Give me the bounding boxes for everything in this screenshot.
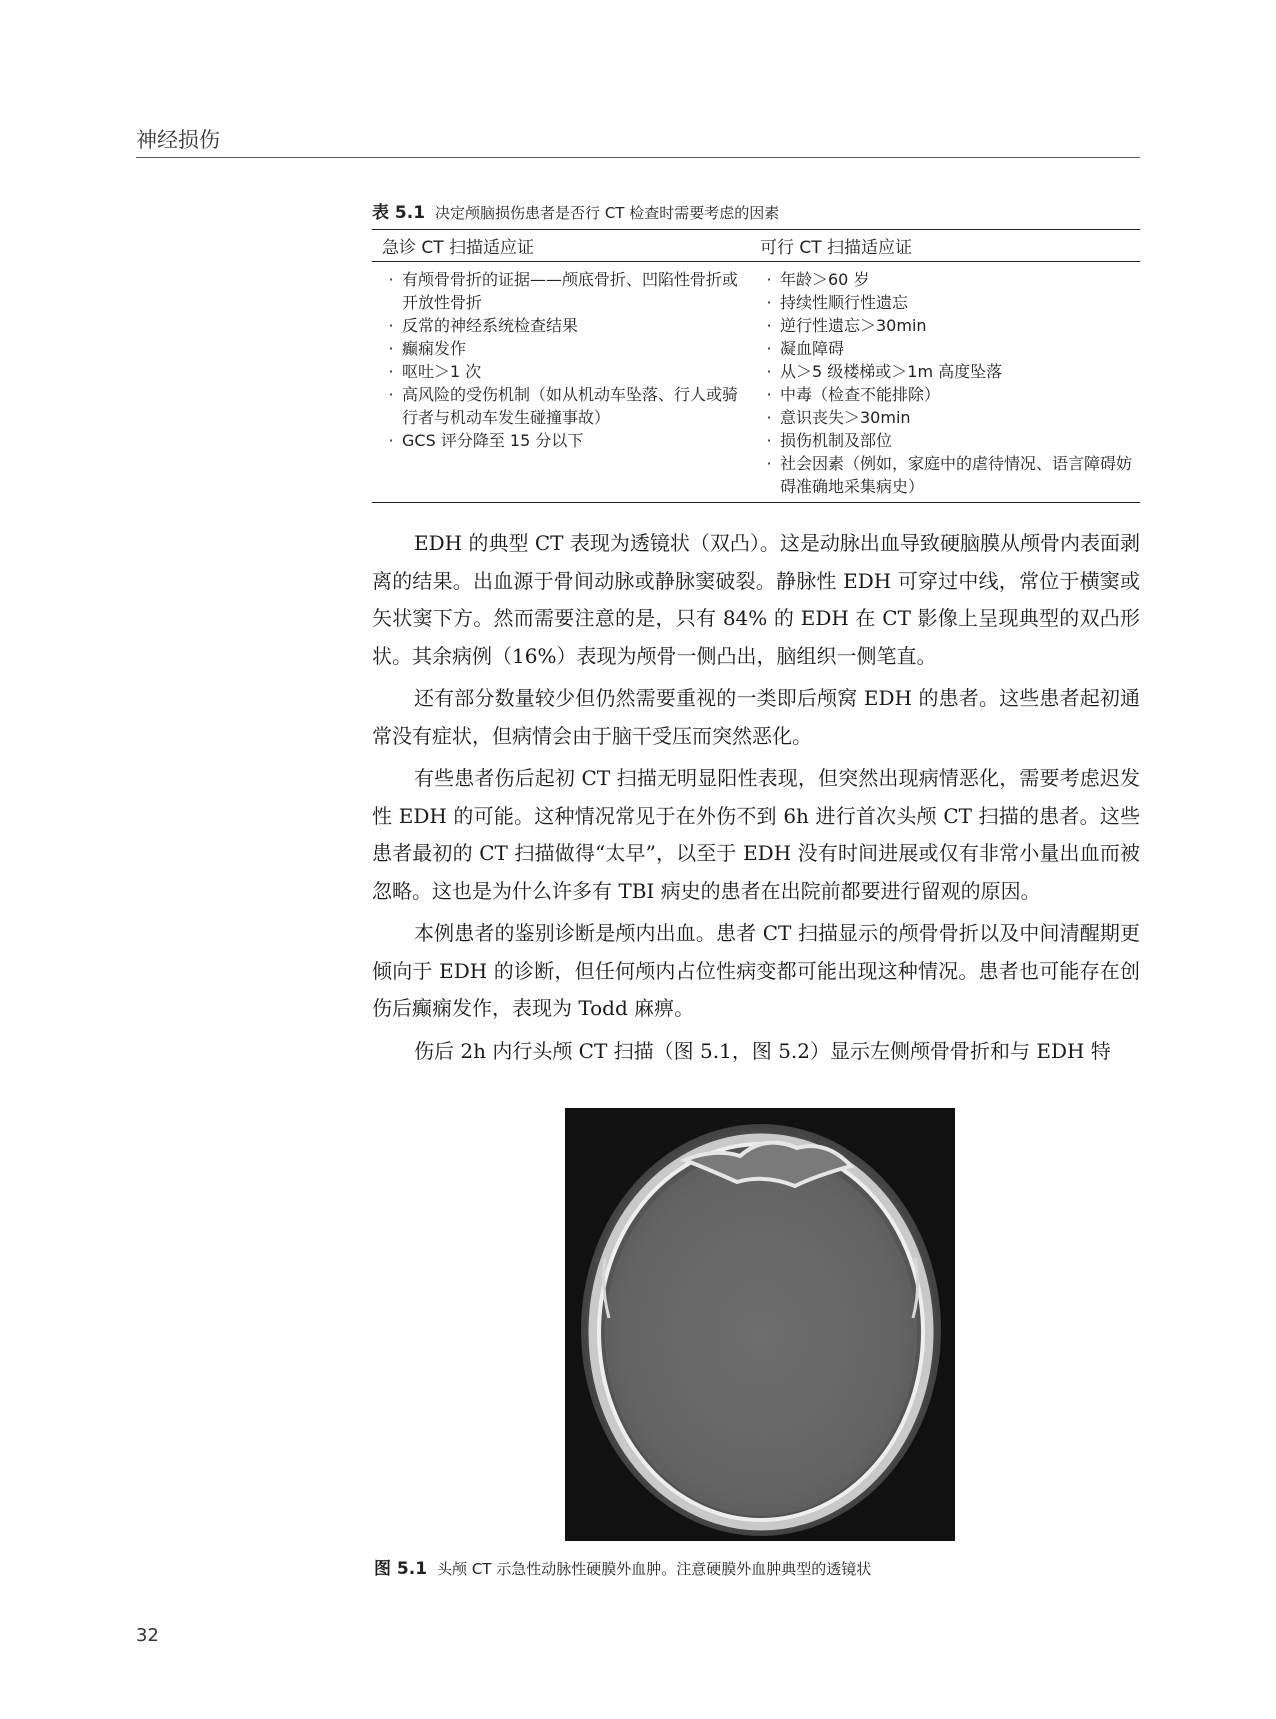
paragraph: 伤后 2h 内行头颅 CT 扫描（图 5.1，图 5.2）显示左侧颅骨骨折和与 EDH 特 <box>414 1038 1111 1063</box>
bullet-icon: · <box>766 316 772 335</box>
list-item-text: 年龄＞60 岁 <box>780 270 870 289</box>
list-item <box>758 268 1140 291</box>
table-caption <box>372 198 779 223</box>
optional-indications-list <box>758 268 1140 498</box>
list-item-text: 从＞5 级楼梯或＞1m 高度坠落 <box>780 362 1003 381</box>
list-item <box>380 268 752 314</box>
bullet-icon: · <box>766 408 772 427</box>
ct-indications-table <box>372 229 1140 503</box>
bullet-icon: · <box>388 316 394 335</box>
list-item-text: 持续性顺行性遗忘 <box>780 293 909 312</box>
list-item-text: 癫痫发作 <box>402 339 467 358</box>
bullet-icon: · <box>766 270 772 289</box>
list-item-text: 反常的神经系统检查结果 <box>402 316 579 335</box>
list-item <box>758 429 1140 452</box>
list-item <box>758 406 1140 429</box>
ct-scan-image <box>565 1108 955 1541</box>
list-item <box>758 383 1140 406</box>
table-header-optional: 可行 CT 扫描适应证 <box>760 238 913 258</box>
bullet-icon: · <box>388 270 394 289</box>
running-head: 神经损伤 <box>136 128 220 152</box>
paragraph: 还有部分数量较少但仍然需要重视的一类即后颅窝 EDH 的患者。这些患者起初通常没有症状，但病情会由于脑干受压而突然恶化。 <box>372 686 1140 748</box>
figure-caption <box>374 1554 871 1579</box>
bullet-icon: · <box>388 431 394 450</box>
list-item <box>758 337 1140 360</box>
list-item <box>758 291 1140 314</box>
list-item-text: 社会因素（例如，家庭中的虐待情况、语言障碍妨碍准确地采集病史） <box>780 454 1133 496</box>
list-item <box>380 314 752 337</box>
paragraph: 有些患者伤后起初 CT 扫描无明显阳性表现，但突然出现病情恶化，需要考虑迟发性 EDH 的可能。这种情况常见于在外伤不到 6h 进行首次头颅 CT 扫描的患者。这些患者最初的 CT 扫描做得“太早”，以至于 EDH 没有时间进展或仅有非常小量出血而被忽略。这也是为什么许多有 TBI 病史的患者在出院前都要进行留观的原因。 <box>372 766 1140 903</box>
list-item <box>758 360 1140 383</box>
list-item <box>380 337 752 360</box>
list-item <box>758 314 1140 337</box>
list-item <box>380 360 752 383</box>
table-header-row <box>372 230 1140 262</box>
bullet-icon: · <box>766 362 772 381</box>
table-label: 表 5.1 <box>372 203 426 223</box>
bullet-icon: · <box>766 339 772 358</box>
list-item-text: 中毒（检查不能排除） <box>780 385 941 404</box>
figure-caption-text: 头颅 CT 示急性动脉性硬膜外血肿。注意硬膜外血肿典型的透镜状 <box>437 1560 872 1578</box>
list-item <box>380 383 752 429</box>
body-text <box>372 525 1140 1075</box>
table-body <box>372 262 1140 503</box>
paragraph: 本例患者的鉴别诊断是颅内出血。患者 CT 扫描显示的颅骨骨折以及中间清醒期更倾向于 EDH 的诊断，但任何颅内占位性病变都可能出现这种情况。患者也可能存在创伤后癫痫发作，表现为 Todd 麻痹。 <box>372 921 1140 1020</box>
table-header-emergency: 急诊 CT 扫描适应证 <box>382 238 535 258</box>
bullet-icon: · <box>388 339 394 358</box>
table-title: 决定颅脑损伤患者是否行 CT 检查时需要考虑的因素 <box>435 204 780 222</box>
page-number: 32 <box>136 1625 159 1646</box>
list-item-text: 逆行性遗忘＞30min <box>780 316 927 335</box>
bullet-icon: · <box>766 385 772 404</box>
figure-label: 图 5.1 <box>374 1559 428 1579</box>
header-rule <box>136 157 1140 158</box>
list-item-text: 有颅骨骨折的证据——颅底骨折、凹陷性骨折或开放性骨折 <box>402 270 739 312</box>
emergency-indications-list <box>372 268 758 498</box>
paragraph: EDH 的典型 CT 表现为透镜状（双凸）。这是动脉出血导致硬脑膜从颅骨内表面剥离的结果。出血源于骨间动脉或静脉窦破裂。静脉性 EDH 可穿过中线，常位于横窦或矢状窦下方。然而需要注意的是，只有 84% 的 EDH 在 CT 影像上呈现典型的双凸形状。其余病例（16%）表现为颅骨一侧凸出，脑组织一侧笔直。 <box>372 531 1140 668</box>
list-item-text: 高风险的受伤机制（如从机动车坠落、行人或骑行者与机动车发生碰撞事故） <box>402 385 739 427</box>
bullet-icon: · <box>766 293 772 312</box>
bullet-icon: · <box>766 454 772 473</box>
list-item-text: 呕吐＞1 次 <box>402 362 482 381</box>
list-item-text: 凝血障碍 <box>780 339 845 358</box>
list-item <box>380 429 752 452</box>
list-item <box>758 452 1140 498</box>
list-item-text: 意识丧失＞30min <box>780 408 911 427</box>
bullet-icon: · <box>388 362 394 381</box>
bullet-icon: · <box>766 431 772 450</box>
list-item-text: GCS 评分降至 15 分以下 <box>402 431 584 450</box>
bullet-icon: · <box>388 385 394 404</box>
list-item-text: 损伤机制及部位 <box>780 431 893 450</box>
ct-scan-figure <box>565 1108 955 1541</box>
